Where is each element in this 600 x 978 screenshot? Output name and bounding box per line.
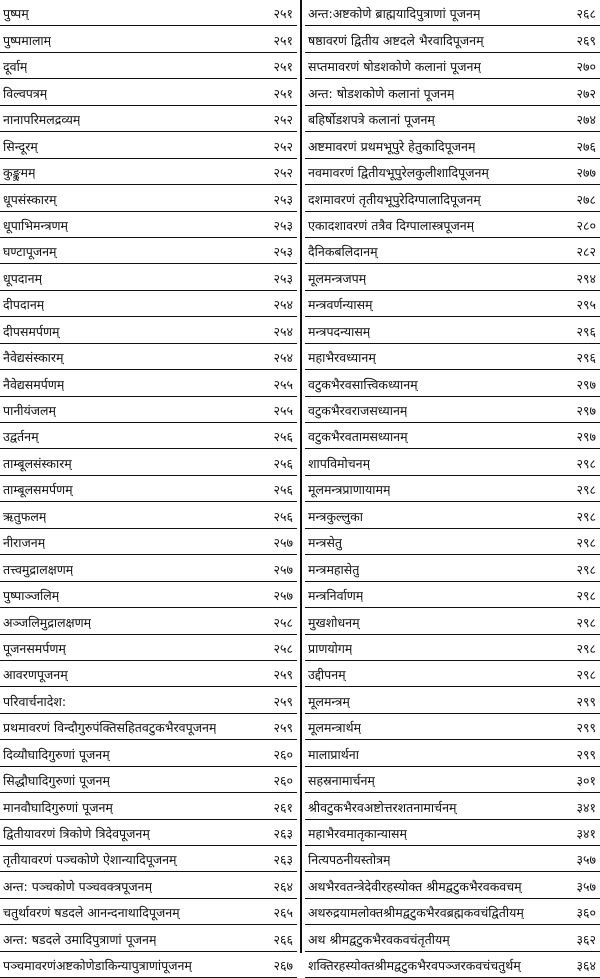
entry-page-number: २५५: [273, 376, 293, 392]
entry-page-number: २७०: [576, 59, 596, 75]
entry-page-number: २५१: [273, 59, 293, 75]
entry-title: शापविमोचनम्: [308, 455, 371, 471]
entry-title: पूजनसमर्पणम्: [3, 640, 66, 656]
toc-entry: [305, 106, 600, 132]
entry-page-number: २६६: [273, 931, 293, 947]
toc-entry: [0, 185, 297, 211]
entry-page-number: २५१: [273, 32, 293, 48]
entry-page-number: २६५: [273, 905, 293, 921]
entry-title: धूपसंस्कारम्: [3, 191, 57, 207]
entry-title: मूलमन्त्रजपम्: [308, 270, 367, 286]
toc-entry: [0, 687, 297, 713]
toc-entry: [305, 79, 600, 105]
entry-page-number: २६९: [576, 32, 596, 48]
entry-title: दशमावरणं तृतीयभूपुरेदिग्पालादिपूजनम्: [308, 191, 481, 207]
toc-entry: [0, 899, 297, 925]
entry-page-number: २७४: [576, 112, 596, 128]
entry-title: दिव्यौघादिगुरुणां पूजनम्: [3, 746, 110, 762]
entry-title: ऋतुफलम्: [3, 508, 47, 524]
toc-entry: [0, 529, 297, 555]
toc-entry: [305, 502, 600, 528]
entry-title: तत्त्वमुद्रालक्षणम्: [3, 561, 74, 577]
entry-page-number: २५७: [273, 561, 293, 577]
toc-entry: [0, 925, 297, 951]
toc-entry: [305, 582, 600, 608]
entry-title: पञ्चमावरणंअष्टकोणेडाकिन्यापुत्राणांपूजनम्: [3, 958, 192, 974]
entry-page-number: २६८: [576, 6, 596, 22]
toc-entry: [0, 476, 297, 502]
entry-page-number: २६०: [273, 746, 293, 762]
toc-entry: [0, 872, 297, 898]
entry-page-number: २५४: [273, 350, 293, 366]
entry-title: नैवेद्यसमर्पणम्: [3, 376, 65, 392]
entry-title: द्वितीयावरणं त्रिकोणे त्रिदेवपूजनम्: [3, 826, 150, 841]
entry-title: चतुर्थावरणं षडदले आनन्दनाथादिपूजनम्: [3, 905, 180, 921]
toc-entry: [0, 264, 297, 290]
entry-page-number: २५७: [273, 535, 293, 551]
entry-title: सहस्रनामार्चनम्: [308, 773, 375, 789]
entry-title: पुष्पमालाम्: [3, 32, 52, 48]
entry-title: दीपदानम्: [3, 297, 45, 313]
entry-page-number: २९९: [576, 720, 596, 736]
entry-title: अथभैरवतन्त्रेदेवीरहस्योक्त श्रीमद्वटुकभैरवकवचम्: [308, 878, 522, 894]
entry-page-number: २५९: [273, 720, 293, 736]
entry-page-number: ३४१: [576, 826, 596, 841]
entry-title: महाभैरवध्यानम्: [308, 350, 376, 366]
entry-title: सिन्दूरम्: [3, 138, 38, 154]
entry-page-number: २७८: [576, 191, 596, 207]
toc-entry: [305, 423, 600, 449]
entry-page-number: २५६: [273, 508, 293, 524]
entry-page-number: २५८: [273, 640, 293, 656]
entry-page-number: २५२: [273, 165, 293, 181]
entry-title: घण्टापूजनम्: [3, 244, 57, 260]
entry-page-number: २५९: [273, 667, 293, 683]
toc-entry: [0, 132, 297, 158]
entry-title: एकादशावरणं तत्रैव दिग्पालास्त्रपूजनम्: [308, 217, 475, 233]
entry-page-number: २९५: [576, 297, 596, 313]
toc-entry: [0, 767, 297, 793]
entry-page-number: २५६: [273, 482, 293, 498]
entry-page-number: २९६: [576, 350, 596, 366]
entry-title: मन्त्रकुल्लुका: [308, 508, 363, 524]
entry-title: मन्त्रनिर्वाणम्: [308, 588, 364, 604]
entry-page-number: २६३: [273, 826, 293, 841]
entry-page-number: २६१: [273, 799, 293, 815]
entry-title: ताम्बूलसमर्पणम्: [3, 482, 73, 498]
entry-title: मालाप्रार्थना: [308, 746, 359, 762]
toc-entry: [0, 26, 297, 52]
entry-title: मन्त्रपदन्यासम्: [308, 323, 371, 339]
entry-title: उद्दीपनम्: [308, 667, 346, 683]
toc-entry: [305, 53, 600, 79]
toc-entry: [0, 397, 297, 423]
toc-entry: [0, 740, 297, 766]
entry-title: दूर्वाम्: [3, 59, 28, 75]
toc-entry: [0, 714, 297, 740]
toc-entry: [0, 159, 297, 185]
entry-title: मन्त्रवर्णन्यासम्: [308, 297, 373, 313]
entry-page-number: २९७: [576, 376, 596, 392]
entry-page-number: ३५७: [576, 878, 596, 894]
entry-title: सप्तमावरणं षोडशकोणे कलानां पूजनम्: [308, 59, 481, 75]
toc-entry: [0, 635, 297, 661]
toc-entry: [0, 317, 297, 343]
toc-entry: [305, 159, 600, 185]
toc-entry: [305, 370, 600, 396]
toc-entry: [305, 238, 600, 264]
entry-page-number: २९४: [576, 270, 596, 286]
entry-title: वटुकभैरवतामसध्यानम्: [308, 429, 408, 445]
entry-page-number: २५२: [273, 112, 293, 128]
entry-title: महाभैरवमातृकान्यासम्: [308, 826, 407, 841]
entry-page-number: २७७: [576, 165, 596, 181]
toc-entry: [305, 687, 600, 713]
entry-page-number: २७६: [576, 138, 596, 154]
entry-title: अञ्जलिमुद्रालक्षणम्: [3, 614, 92, 630]
entry-title: शक्तिरहस्योक्तश्रीमद्वटुकभैरवपञ्जरकवचंचतुर्थम्: [308, 958, 521, 974]
toc-entry: [0, 53, 297, 79]
entry-title: नानापरिमलद्रव्यम्: [3, 112, 81, 128]
entry-page-number: २५२: [273, 138, 293, 154]
toc-entry: [0, 291, 297, 317]
entry-title: कुङ्कुमम्: [3, 165, 36, 181]
entry-page-number: २५५: [273, 403, 293, 418]
entry-title: वटुकभैरवसात्त्विकध्यानम्: [308, 376, 418, 392]
toc-entry: [305, 212, 600, 238]
toc-entry: [305, 26, 600, 52]
entry-title: दीपसमर्पणम्: [3, 323, 60, 339]
entry-page-number: २६७: [273, 958, 293, 974]
entry-page-number: २५३: [273, 244, 293, 260]
entry-title: नीराजनम्: [3, 535, 46, 551]
toc-entry: [305, 449, 600, 475]
toc-entry: [0, 608, 297, 634]
toc-entry: [305, 661, 600, 687]
entry-title: ताम्बूलसंस्कारम्: [3, 455, 72, 471]
toc-entry: [0, 106, 297, 132]
entry-page-number: ३०१: [576, 773, 596, 789]
toc-entry: [305, 952, 600, 978]
entry-page-number: २९६: [576, 323, 596, 339]
entry-page-number: २५८: [273, 614, 293, 630]
entry-page-number: २९८: [576, 455, 596, 471]
entry-page-number: २५३: [273, 191, 293, 207]
entry-title: अन्त: षोडशकोणे कलानां पूजनम्: [308, 85, 455, 101]
toc-entry: [305, 132, 600, 158]
entry-page-number: २९८: [576, 482, 596, 498]
toc-entry: [305, 793, 600, 819]
entry-page-number: २५१: [273, 85, 293, 101]
entry-title: नैवेद्यसंस्कारम्: [3, 350, 64, 366]
entry-page-number: २८२: [576, 244, 596, 260]
entry-title: श्रीवटुकभैरवअष्टोत्तरशतनामार्चनम्: [308, 799, 457, 815]
entry-title: उद्वर्तनम्: [3, 429, 39, 445]
toc-entry: [305, 344, 600, 370]
entry-page-number: २९८: [576, 614, 596, 630]
entry-title: दैनिकबलिदानम्: [308, 244, 378, 260]
entry-page-number: २९८: [576, 535, 596, 551]
entry-title: अथरुद्रयामलोक्तश्रीमद्वटुकभैरवब्रह्मकवचंद्वितीयम्: [308, 905, 524, 921]
entry-page-number: २६०: [273, 773, 293, 789]
entry-page-number: २९९: [576, 693, 596, 709]
entry-title: सिद्धौघादिगुरुणां पूजनम्: [3, 773, 110, 789]
toc-entry: [0, 370, 297, 396]
toc-entry: [305, 555, 600, 581]
toc-entry: [305, 608, 600, 634]
entry-page-number: २९८: [576, 561, 596, 577]
entry-page-number: २९८: [576, 508, 596, 524]
entry-title: मूलमन्त्रप्राणायामम्: [308, 482, 391, 498]
entry-title: विल्वपत्रम्: [3, 85, 48, 101]
entry-page-number: ३४१: [576, 799, 596, 815]
entry-title: नित्यपठनीयस्तोत्रम्: [308, 852, 391, 868]
entry-page-number: २५६: [273, 429, 293, 445]
entry-page-number: ३६४: [576, 958, 596, 974]
toc-entry: [305, 899, 600, 925]
entry-title: नवमावरणं द्वितीयभूपुरेलकुलीशादिपूजनम्: [308, 165, 489, 181]
entry-title: आवरणपूजनम्: [3, 667, 68, 683]
toc-entry: [0, 952, 297, 978]
toc-entry: [0, 344, 297, 370]
entry-title: मानवौघादिगुरुणां पूजनम्: [3, 799, 113, 815]
toc-entry: [0, 238, 297, 264]
entry-page-number: २६४: [273, 878, 293, 894]
toc-entry: [0, 793, 297, 819]
toc-entry: [305, 317, 600, 343]
entry-title: अन्त:अष्टकोणे ब्राह्मयादिपुत्राणां पूजनम्: [308, 6, 481, 22]
entry-page-number: २९८: [576, 640, 596, 656]
entry-title: अन्त: षडदले उमादिपुत्राणां पूजनम्: [3, 931, 157, 947]
entry-page-number: २५९: [273, 693, 293, 709]
entry-title: मन्त्रमहासेतु: [308, 561, 360, 577]
toc-entry: [305, 846, 600, 872]
entry-title: पानीयंजलम्: [3, 403, 56, 418]
entry-page-number: २६३: [273, 852, 293, 868]
toc-entry: [0, 555, 297, 581]
entry-title: मुखशोधनम्: [308, 614, 360, 630]
entry-title: तृतीयावरणं पञ्चकोणे ऐशान्यादिपूजनम्: [3, 852, 177, 868]
entry-page-number: २५३: [273, 217, 293, 233]
toc-entry: [0, 820, 297, 846]
entry-page-number: २५४: [273, 297, 293, 313]
entry-page-number: २५४: [273, 323, 293, 339]
entry-page-number: २५१: [273, 6, 293, 22]
entry-page-number: ३५७: [576, 852, 596, 868]
entry-page-number: ३६२: [576, 931, 596, 947]
entry-page-number: २७२: [576, 85, 596, 101]
entry-page-number: २९९: [576, 746, 596, 762]
toc-entry: [305, 0, 600, 26]
toc-entry: [305, 185, 600, 211]
entry-title: मूलमन्त्रम्: [308, 693, 350, 709]
entry-page-number: २९७: [576, 403, 596, 418]
entry-title: षष्ठावरणं द्वितीय अष्टदले भैरवादिपूजनम्: [308, 32, 484, 48]
entry-page-number: २९८: [576, 667, 596, 683]
entry-page-number: ३६०: [576, 905, 596, 921]
column-divider: [300, 0, 302, 953]
toc-entry: [0, 0, 297, 26]
entry-page-number: २५३: [273, 270, 293, 286]
entry-title: धूपदानम्: [3, 270, 43, 286]
entry-title: पुष्पम्: [3, 6, 29, 22]
entry-page-number: २५६: [273, 455, 293, 471]
entry-title: प्रथमावरणं विन्दौगुरुपंक्तिसहितवटुकभैरवपूजनम्: [3, 720, 217, 736]
toc-entry: [305, 740, 600, 766]
entry-title: मूलमन्त्रार्थम्: [308, 720, 362, 736]
toc-entry: [0, 502, 297, 528]
left-column: [0, 0, 297, 974]
entry-page-number: २८०: [576, 217, 596, 233]
toc-entry: [0, 582, 297, 608]
toc-entry: [0, 846, 297, 872]
entry-page-number: २५७: [273, 588, 293, 604]
entry-page-number: २९८: [576, 588, 596, 604]
toc-entry: [305, 476, 600, 502]
toc-entry: [305, 529, 600, 555]
toc-entry: [305, 820, 600, 846]
entry-title: प्राणयोगम्: [308, 640, 353, 656]
entry-page-number: २९७: [576, 429, 596, 445]
toc-entry: [305, 767, 600, 793]
toc-entry: [0, 423, 297, 449]
toc-entry: [305, 925, 600, 951]
entry-title: वटुकभैरवराजसध्यानम्: [308, 403, 408, 418]
toc-entry: [0, 449, 297, 475]
toc-entry: [305, 264, 600, 290]
entry-title: धूपाभिमन्त्रणम्: [3, 217, 69, 233]
entry-title: पुष्पाञ्जलिम्: [3, 588, 60, 604]
right-column: [305, 0, 600, 974]
toc-entry: [305, 635, 600, 661]
toc-entry: [305, 397, 600, 423]
toc-entry: [305, 872, 600, 898]
toc-entry: [305, 291, 600, 317]
entry-title: अथ श्रीमद्वटुकभैरवकवचंतृतीयम्: [308, 931, 450, 947]
entry-title: मन्त्रसेतु: [308, 535, 343, 551]
entry-title: परिवार्चनादेश:: [3, 693, 67, 709]
toc-entry: [0, 79, 297, 105]
toc-entry: [0, 661, 297, 687]
toc-entry: [0, 212, 297, 238]
toc-entry: [305, 714, 600, 740]
entry-title: अष्टमावरणं प्रथमभूपुरे हेतुकादिपूजनम्: [308, 138, 476, 154]
entry-title: बहिर्षोडशपत्रे कलानां पूजनम्: [308, 112, 435, 128]
entry-title: अन्त: पञ्चकोणे पञ्चवक्त्रपूजनम्: [3, 878, 153, 894]
